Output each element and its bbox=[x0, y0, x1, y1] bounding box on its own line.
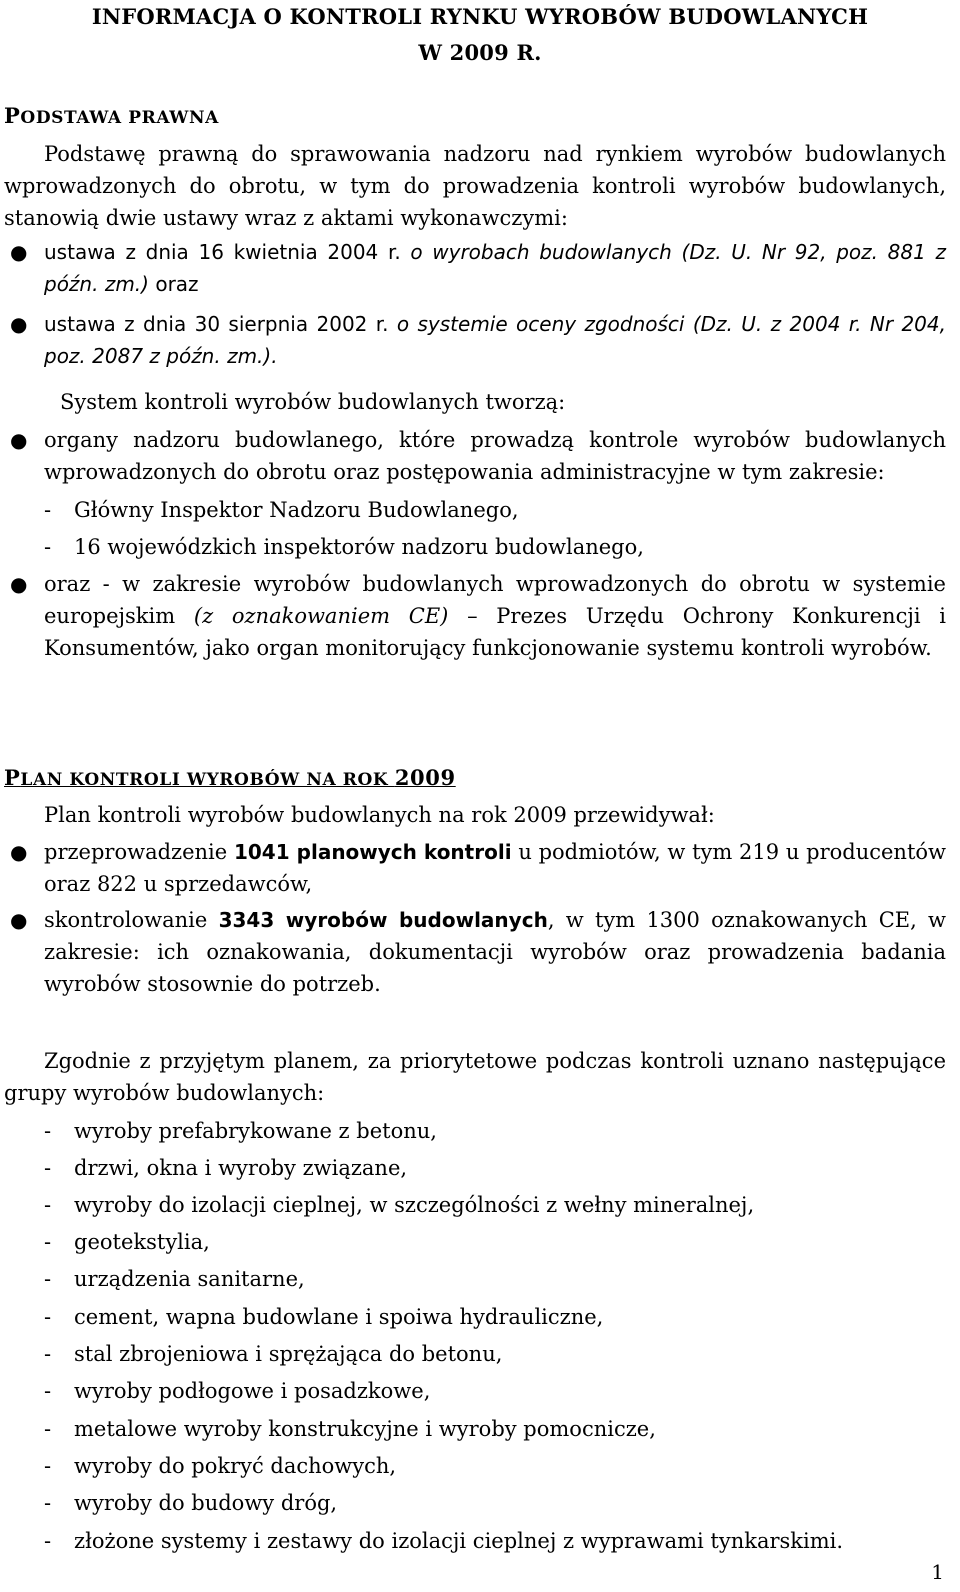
priority-group-item: - geotekstylia, bbox=[44, 1230, 210, 1254]
priority-group-item: - złożone systemy i zestawy do izolacji cieplnej z wyprawami tynkarskimi. bbox=[44, 1529, 844, 1553]
system-item-organs-text: organy nadzoru budowlanego, które prowadzą kontrole wyrobów budowlanych wprowadzonych do obrotu oraz postępowania administracyjne w tym zakresie: bbox=[44, 428, 946, 484]
law-item-2-text: ustawa z dnia 30 sierpnia 2002 r. o systemie oceny zgodności (Dz. U. z 2004 r. Nr 204, poz. 2087 z późn. zm.). bbox=[44, 312, 946, 368]
plan-intro: Plan kontroli wyrobów budowlanych na rok 2009 przewidywał: bbox=[44, 803, 715, 827]
document-title-line2: W 2009 R. bbox=[418, 40, 542, 65]
section-heading-legal-basis: PODSTAWA PRAWNA bbox=[4, 103, 219, 128]
bullet-icon: ● bbox=[10, 572, 28, 596]
priority-group-item: - stal zbrojeniowa i sprężająca do betonu, bbox=[44, 1342, 503, 1366]
priority-group-item: - cement, wapna budowlane i spoiwa hydrauliczne, bbox=[44, 1305, 604, 1329]
priority-group-item: - wyroby do izolacji cieplnej, w szczególności z wełny mineralnej, bbox=[44, 1193, 755, 1217]
bullet-icon: ● bbox=[10, 312, 28, 336]
priority-group-item: - wyroby podłogowe i posadzkowe, bbox=[44, 1379, 431, 1403]
priority-intro: Zgodnie z przyjętym planem, za priorytetowe podczas kontroli uznano następujące grupy wyrobów budowlanych: bbox=[4, 1049, 946, 1105]
law-item-2 bbox=[0, 308, 960, 372]
system-item-organs bbox=[0, 424, 960, 488]
bullet-icon: ● bbox=[10, 908, 28, 932]
section-heading-plan-2009: PLAN KONTROLI WYROBÓW NA ROK 2009 bbox=[4, 765, 456, 790]
plan-item-products-text: skontrolowanie 3343 wyrobów budowlanych, w tym 1300 oznakowanych CE, w zakresie: ich oznakowania, dokumentacji wyrobów oraz prowadzenia badania wyrobów stosownie do potrzeb. bbox=[44, 908, 946, 996]
law-item-1 bbox=[0, 236, 960, 300]
inspector-item: - Główny Inspektor Nadzoru Budowlanego, bbox=[44, 498, 519, 522]
system-intro: System kontroli wyrobów budowlanych tworzą: bbox=[60, 390, 566, 414]
legal-basis-paragraph: Podstawę prawną do sprawowania nadzoru nad rynkiem wyrobów budowlanych wprowadzonych do obrotu, w tym do prowadzenia kontroli wyrobów budowlanych, stanowią dwie ustawy wraz z aktami wykonawczymi: bbox=[4, 142, 946, 230]
inspector-item: - 16 wojewódzkich inspektorów nadzoru budowlanego, bbox=[44, 535, 644, 559]
system-item-uokik bbox=[0, 568, 960, 696]
plan-item-products bbox=[0, 904, 960, 1000]
priority-group-item: - drzwi, okna i wyroby związane, bbox=[44, 1156, 408, 1180]
bullet-icon: ● bbox=[10, 840, 28, 864]
priority-group-item: - urządzenia sanitarne, bbox=[44, 1267, 305, 1291]
priority-group-item: - wyroby prefabrykowane z betonu, bbox=[44, 1119, 437, 1143]
plan-item-inspections-text: przeprowadzenie 1041 planowych kontroli u podmiotów, w tym 219 u producentów oraz 822 u sprzedawców, bbox=[44, 840, 946, 896]
document-title-line1: INFORMACJA O KONTROLI RYNKU WYROBÓW BUDOWLANYCH bbox=[91, 4, 869, 29]
plan-item-inspections bbox=[0, 836, 960, 900]
bullet-icon: ● bbox=[10, 428, 28, 452]
priority-group-item: - wyroby do budowy dróg, bbox=[44, 1491, 338, 1515]
bullet-icon: ● bbox=[10, 240, 28, 264]
page-number: 1 bbox=[931, 1560, 944, 1584]
system-item-uokik-text: oraz - w zakresie wyrobów budowlanych wprowadzonych do obrotu w systemie europejskim (z oznakowaniem CE) – Prezes Urzędu Ochrony Konkurencji i Konsumentów, jako organ monitorujący funkcjonowanie systemu kontroli wyrobów. bbox=[44, 572, 946, 660]
priority-group-item: - wyroby do pokryć dachowych, bbox=[44, 1454, 397, 1478]
priority-group-item: - metalowe wyroby konstrukcyjne i wyroby pomocnicze, bbox=[44, 1417, 656, 1441]
law-item-1-text: ustawa z dnia 16 kwietnia 2004 r. o wyrobach budowlanych (Dz. U. Nr 92, poz. 881 z późn. zm.) oraz bbox=[44, 240, 947, 296]
